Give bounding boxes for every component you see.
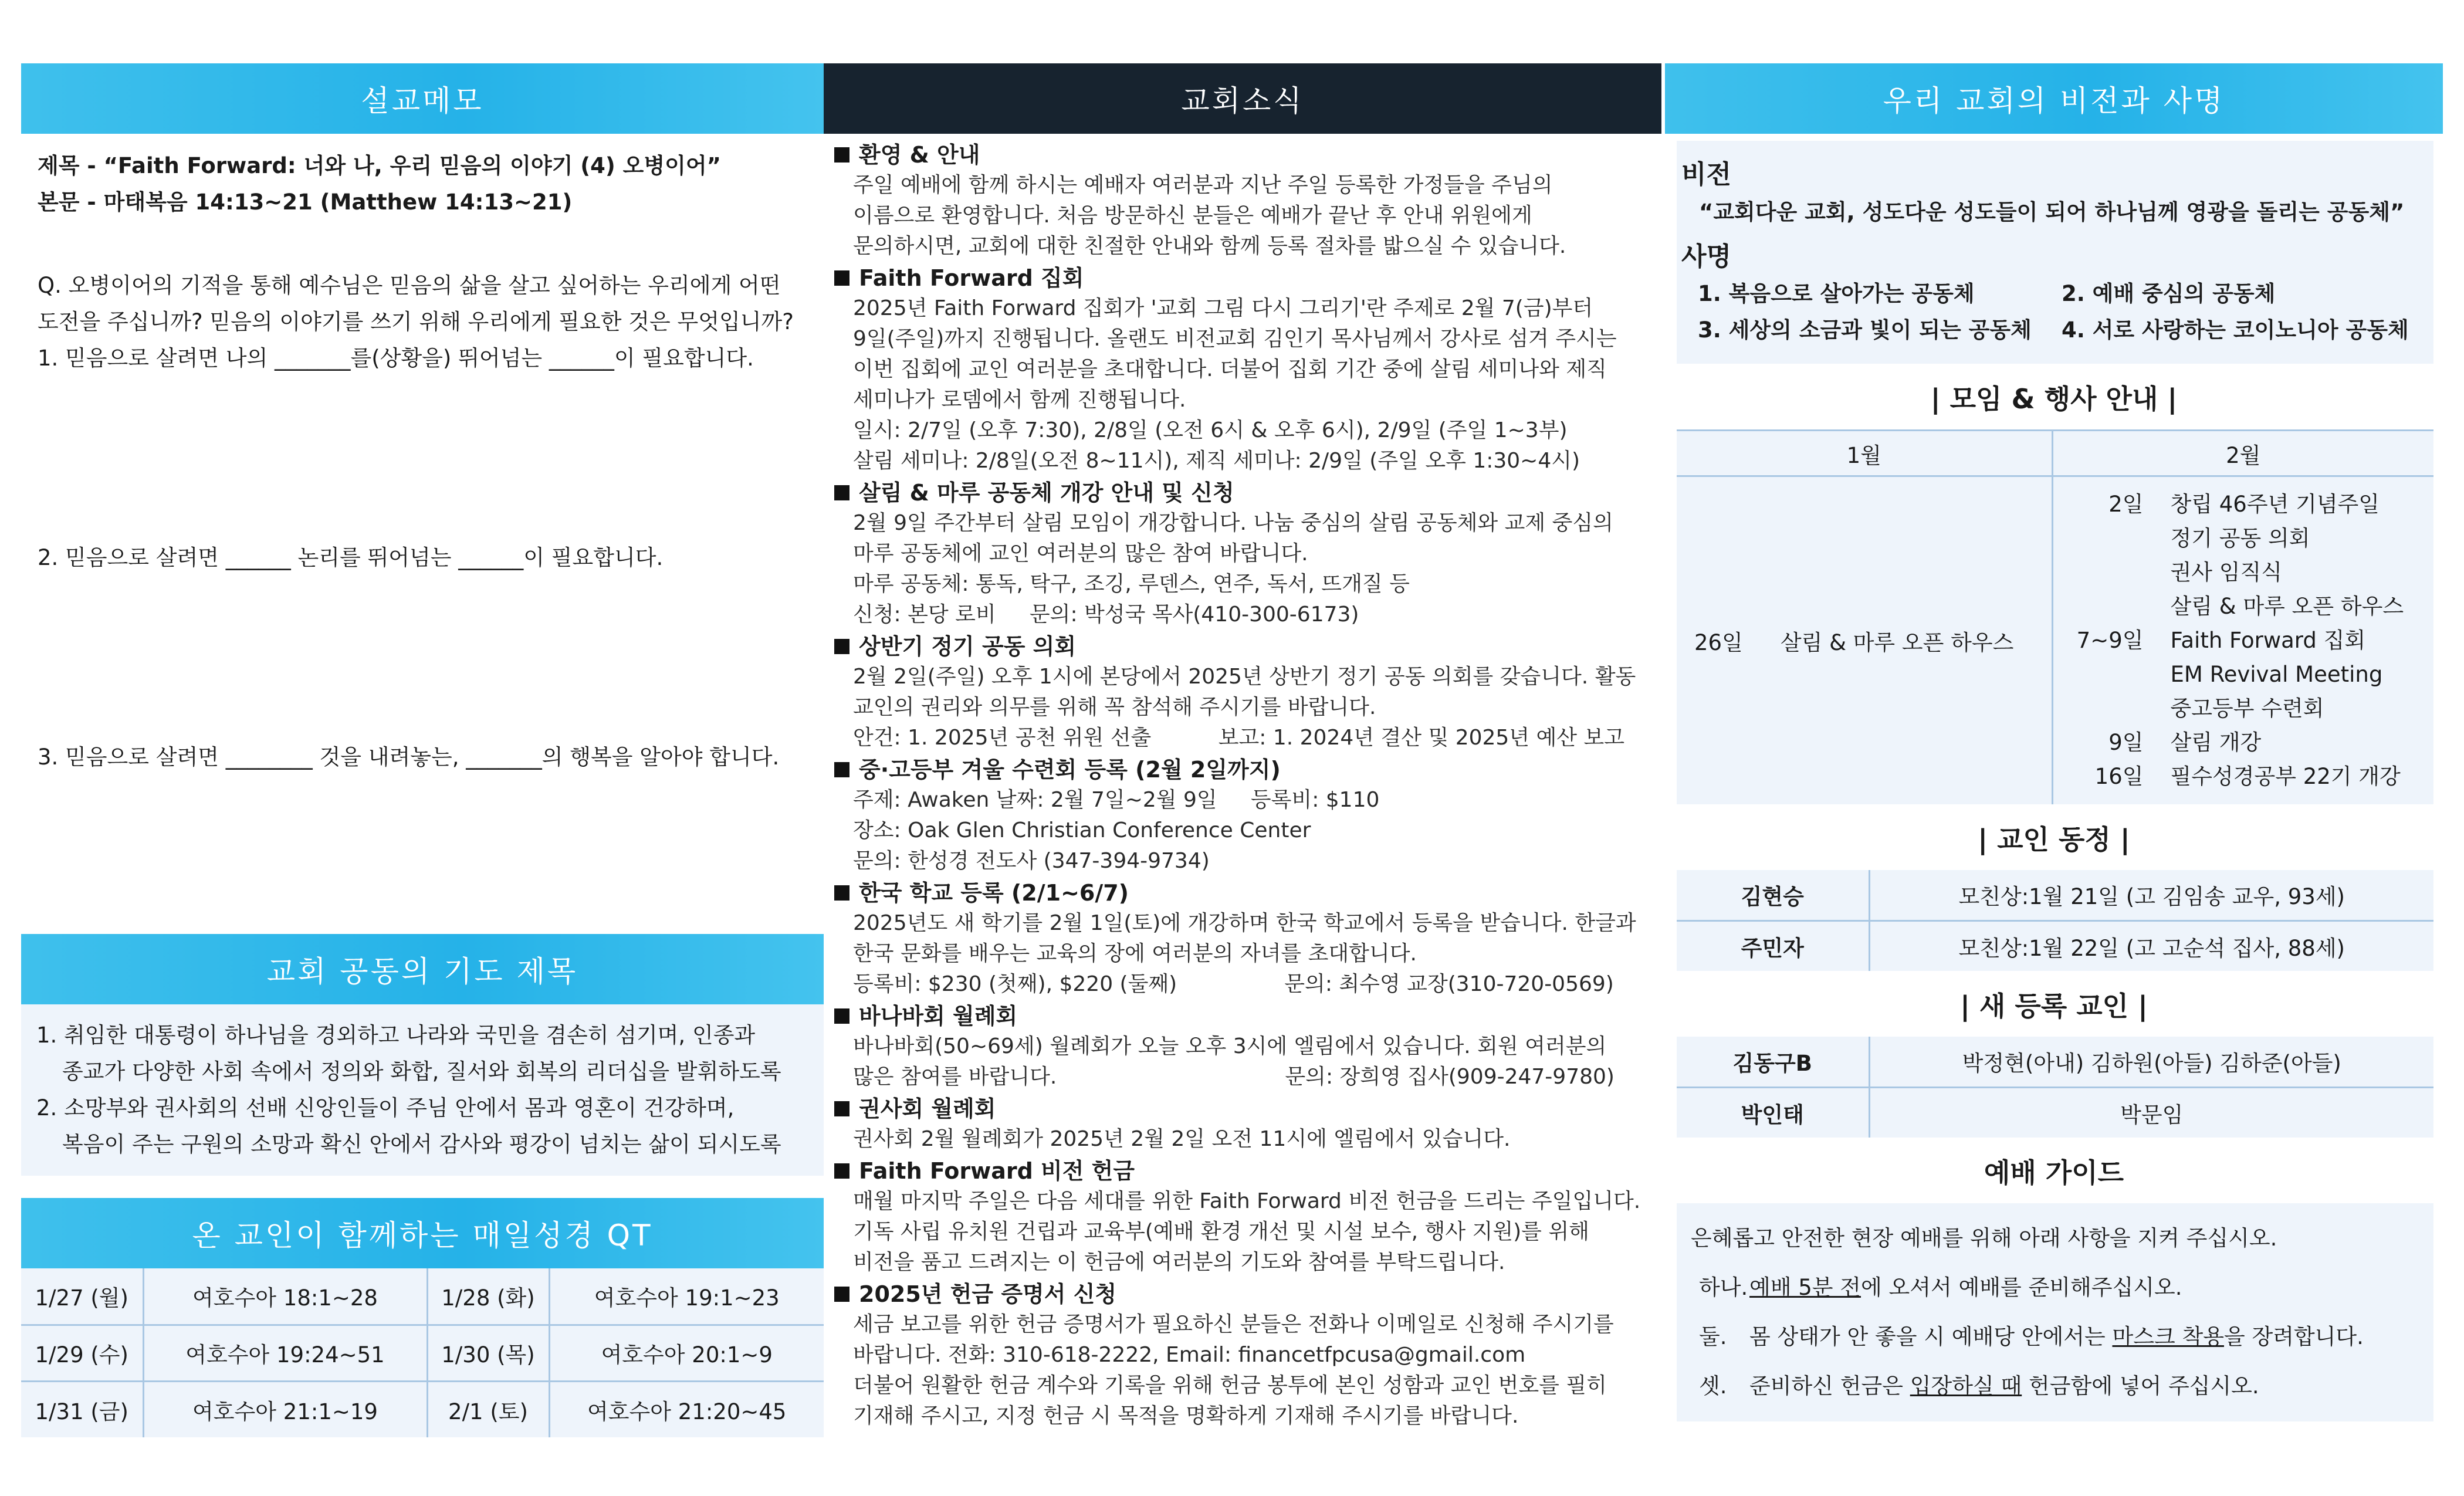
- square-bullet-icon: [834, 147, 849, 163]
- mission-item: 2. 예배 중심의 공동체: [2062, 281, 2276, 306]
- square-bullet-icon: [834, 1163, 849, 1179]
- event-date: 2일: [2108, 492, 2144, 517]
- guide-item: [1691, 1312, 2433, 1362]
- event-entry: [1677, 625, 2052, 656]
- guide-item: [1691, 1263, 2433, 1312]
- news-heading: [834, 1279, 1657, 1309]
- event-text: 살림 & 마루 오픈 하우스: [1780, 630, 2014, 655]
- prayer-banner: 교회 공동의 기도 제목: [21, 934, 824, 1004]
- member-note: 모친상:1월 22일 (고 고순석 집사, 88세): [1958, 935, 2345, 961]
- table-row: [21, 1325, 824, 1381]
- news-item: [834, 1001, 1657, 1092]
- news-heading: [834, 1156, 1657, 1186]
- event-date: 7~9일: [2076, 628, 2144, 653]
- news-body-line: 비전을 품고 드려지는 이 헌금에 여러분의 기도와 참여를 부탁드립니다.: [853, 1250, 1505, 1274]
- news-body-line: 문의: 한성경 전도사 (347-394-9734): [853, 849, 1210, 873]
- vision-label: 비전: [1681, 160, 1732, 189]
- mission-item: 4. 서로 사랑하는 코이노니아 공동체: [2062, 317, 2409, 343]
- news-heading-text: 중·고등부 겨울 수련회 등록 (2월 2일까지): [859, 757, 1281, 783]
- fill-blank-3: 3. 믿음으로 살려면 ________ 것을 내려놓는, _______의 행복을 알아야 합니다.: [38, 744, 780, 770]
- square-bullet-icon: [834, 885, 849, 901]
- news-body-line: 세금 보고를 위한 헌금 증명서가 필요하신 분들은 전화나 이메일로 신청해 주시기를: [853, 1312, 1614, 1336]
- table-row: [1677, 1037, 2433, 1087]
- news-heading-text: 권사회 월례회: [859, 1096, 996, 1122]
- news-body-line: 이번 집회에 교인 여러분을 초대합니다. 더불어 집회 기간 중에 살림 세미나와 제직: [853, 357, 1607, 381]
- church-news-banner: 교회소식: [824, 63, 1661, 134]
- feb-events-cell: [2052, 476, 2433, 805]
- event-text: 창립 46주년 기념주일: [2170, 492, 2380, 517]
- news-body-line: 이름으로 환영합니다. 처음 방문하신 분들은 예배가 끝난 후 안내 위원에게: [853, 204, 1532, 228]
- event-date: 26일: [1694, 630, 1743, 655]
- news-body-line: 2월 2일(주일) 오후 1시에 본당에서 2025년 상반기 정기 공동 의회를 갖습니다. 활동: [853, 665, 1636, 689]
- square-bullet-icon: [834, 639, 849, 654]
- news-heading-text: 2025년 헌금 증명서 신청: [859, 1281, 1117, 1307]
- news-body-line: 기독 사립 유치원 건립과 교육부(예배 환경 개선 및 시설 보수, 행사 지원)를 위해: [853, 1220, 1589, 1244]
- news-body-line: 2025년도 새 학기를 2월 1일(토)에 개강하며 한국 학교에서 등록을 받습니다. 한글과: [853, 911, 1636, 935]
- news-heading-text: 환영 & 안내: [859, 142, 980, 168]
- event-date: [2053, 658, 2171, 692]
- guide-emphasis: 마스크 착용: [2112, 1324, 2224, 1349]
- news-heading-text: Faith Forward 집회: [859, 265, 1084, 291]
- news-item: [834, 140, 1657, 262]
- mission-item: 1. 복음으로 살아가는 공동체: [1698, 281, 1975, 306]
- news-heading: [834, 1001, 1657, 1031]
- event-text: EM Revival Meeting: [2170, 662, 2383, 687]
- worship-guide-title: 예배 가이드: [1984, 1157, 2124, 1189]
- news-body-line: 매월 마지막 주일은 다음 세대를 위한 Faith Forward 비전 헌금을 드리는 주일입니다.: [853, 1189, 1641, 1213]
- mission-list: [1681, 276, 2429, 348]
- qt-reading: 여호수아 21:1~19: [143, 1381, 427, 1437]
- news-heading-text: 살림 & 마루 공동체 개강 안내 및 신청: [859, 480, 1234, 506]
- square-bullet-icon: [834, 1287, 849, 1302]
- news-body-line: 신청: 본당 로비 문의: 박성국 목사(410-300-6173): [853, 603, 1359, 627]
- guide-emphasis: 예배 5분 전: [1749, 1275, 1861, 1300]
- member-news-title: | 교인 동정 |: [1978, 824, 2130, 855]
- member-note: 박정현(아내) 김하원(아들) 김하준(아들): [1869, 1037, 2433, 1087]
- guide-text: 에 오셔서 예배를 준비해주십시오.: [1861, 1275, 2182, 1300]
- member-news-table: [1677, 870, 2433, 971]
- news-body-line: 마루 공동체에 교인 여러분의 많은 참여 바랍니다.: [853, 541, 1308, 566]
- qt-reading: 여호수아 19:24~51: [143, 1325, 427, 1381]
- news-body-line: 바랍니다. 전화: 310-618-2222, Email: financetfpcusa@gmail.com: [853, 1343, 1526, 1367]
- news-item: [834, 1094, 1657, 1155]
- vision-banner: 우리 교회의 비전과 사명: [1665, 63, 2443, 134]
- news-item: [834, 631, 1657, 753]
- guide-text: 준비하신 헌금은: [1749, 1373, 1910, 1399]
- news-body-line: 더불어 원활한 헌금 계수와 기록을 위해 헌금 봉투에 본인 성함과 교인 번호를 필히: [853, 1373, 1607, 1397]
- qt-table: [21, 1268, 824, 1437]
- news-body-line: 많은 참여를 바랍니다. 문의: 장희영 집사(909-247-9780): [853, 1065, 1615, 1089]
- news-item: [834, 263, 1657, 476]
- prayer-item: 2. 소망부와 권사회의 선배 신앙인들이 주님 안에서 몸과 영혼이 건강하며,: [36, 1095, 735, 1121]
- prayer-item-cont: 복음이 주는 구원의 소망과 확신 안에서 감사와 평강이 넘치는 삶이 되시도록: [62, 1132, 781, 1157]
- guide-text: 을 장려합니다.: [2223, 1324, 2364, 1349]
- news-heading: [834, 754, 1657, 785]
- news-body-line: 교인의 권리와 의무를 위해 꼭 참석해 주시기를 바랍니다.: [853, 695, 1376, 719]
- news-item: [834, 478, 1657, 630]
- newcomer-title: | 새 등록 교인 |: [1960, 990, 2148, 1022]
- guide-text: 몸 상태가 안 좋을 시 예배당 안에서는: [1749, 1324, 2113, 1349]
- church-news-list: [824, 134, 1661, 1431]
- prayer-list: [21, 1004, 824, 1176]
- table-row: [21, 1381, 824, 1437]
- news-item: [834, 754, 1657, 876]
- news-body-line: 등록비: $230 (첫째), $220 (둘째) 문의: 최수영 교장(310-720-0569): [853, 972, 1614, 996]
- mission-label: 사명: [1681, 242, 1732, 272]
- news-item: [834, 1279, 1657, 1431]
- mission-item: 3. 세상의 소금과 빛이 되는 공동체: [1698, 317, 2032, 343]
- vision-column: [1665, 63, 2443, 1421]
- sermon-question-line: 도전을 주십니까? 믿음의 이야기를 쓰기 위해 우리에게 필요한 것은 무엇입니까?: [38, 309, 794, 334]
- qt-reading: 여호수아 19:1~23: [549, 1268, 824, 1325]
- table-row: [1677, 920, 2433, 971]
- news-heading-text: 상반기 정기 공동 의회: [859, 634, 1077, 659]
- news-body-line: 마루 공동체: 통독, 탁구, 조깅, 루덴스, 연주, 독서, 뜨개질 등: [853, 572, 1410, 596]
- news-body-line: 주제: Awaken 날짜: 2월 7일~2월 9일 등록비: $110: [853, 788, 1380, 812]
- sermon-passage: 본문 - 마태복음 14:13~21 (Matthew 14:13~21): [38, 189, 573, 215]
- qt-reading: 여호수아 20:1~9: [549, 1325, 824, 1381]
- square-bullet-icon: [834, 485, 849, 500]
- guide-marker: 둘.: [1699, 1324, 1727, 1349]
- newcomer-table: [1677, 1037, 2433, 1138]
- event-date: 16일: [2094, 764, 2144, 789]
- square-bullet-icon: [834, 270, 849, 286]
- qt-date: 1/31 (금): [21, 1381, 143, 1437]
- guide-marker: 하나.: [1699, 1275, 1748, 1300]
- event-text: Faith Forward 집회: [2170, 628, 2366, 653]
- church-news-column: [824, 63, 1661, 1433]
- member-name: 김현승: [1677, 870, 1869, 920]
- member-name: 김동구B: [1677, 1037, 1869, 1087]
- event-text: 중고등부 수련회: [2170, 696, 2324, 721]
- vision-statement: “교회다운 교회, 성도다운 성도들이 되어 하나님께 영광을 돌리는 공동체”: [1699, 199, 2405, 225]
- news-body-line: 문의하시면, 교회에 대한 친절한 안내와 함께 등록 절차를 밟으실 수 있습니다.: [853, 234, 1566, 258]
- table-row: [1677, 1087, 2433, 1138]
- member-name: 박인태: [1677, 1087, 1869, 1138]
- table-row: [1677, 870, 2433, 920]
- sermon-title: 제목 - “Faith Forward: 너와 나, 우리 믿음의 이야기 (4) 오병이어”: [38, 153, 721, 178]
- fill-blank-2: 2. 믿음으로 살려면 ______ 논리를 뛰어넘는 ______이 필요합니다.: [38, 545, 664, 570]
- event-date: 9일: [2108, 730, 2144, 755]
- table-row: [21, 1268, 824, 1325]
- news-body-line: 권사회 2월 월례회가 2025년 2월 2일 오전 11시에 엘림에서 있습니다.: [853, 1127, 1511, 1151]
- guide-marker: 셋.: [1699, 1373, 1727, 1399]
- column-header: 1월: [1677, 431, 2052, 476]
- news-heading: [834, 1094, 1657, 1124]
- prayer-item-cont: 종교가 다양한 사회 속에서 정의와 화합, 질서와 회복의 리더십을 발휘하도록: [62, 1059, 781, 1084]
- event-text: 필수성경공부 22기 개강: [2170, 764, 2401, 789]
- events-title: | 모임 & 행사 안내 |: [1930, 383, 2178, 415]
- events-table: [1677, 429, 2433, 804]
- event-date: [2053, 590, 2171, 624]
- qt-reading: 여호수아 21:20~45: [587, 1399, 787, 1424]
- news-body-line: 한국 문화를 배우는 교육의 장에 여러분의 자녀를 초대합니다.: [853, 942, 1417, 966]
- news-body-line: 세미나가 로뎀에서 함께 진행됩니다.: [853, 388, 1186, 412]
- member-name: 주민자: [1677, 920, 1869, 971]
- guide-emphasis: 입장하실 때: [1910, 1373, 2022, 1399]
- news-item: [834, 1156, 1657, 1278]
- news-heading: [834, 263, 1657, 293]
- news-heading: [834, 631, 1657, 662]
- event-text: 정기 공동 의회: [2170, 526, 2310, 551]
- column-header: 2월: [2052, 431, 2433, 476]
- event-date: [2053, 692, 2171, 726]
- news-heading: [834, 140, 1657, 170]
- qt-date: 1/30 (목): [427, 1325, 549, 1381]
- news-body-line: 9일(주일)까지 진행됩니다. 올랜도 비전교회 김인기 목사님께서 강사로 섬겨 주시는: [853, 327, 1617, 351]
- fill-blank-1: 1. 믿음으로 살려면 나의 _______를(상황을) 뛰어넘는 ______이 필요합니다.: [38, 346, 754, 371]
- news-body-line: 일시: 2/7일 (오후 7:30), 2/8일 (오전 6시 & 오후 6시), 2/9일 (주일 1~3부): [853, 418, 1568, 442]
- qt-date: 2/1 (토): [427, 1381, 549, 1437]
- news-heading: [834, 478, 1657, 508]
- feb-events-list: [2053, 488, 2434, 794]
- sermon-question-line: Q. 오병이어의 기적을 통해 예수님은 믿음의 삶을 살고 싶어하는 우리에게 어떤: [38, 273, 781, 298]
- qt-banner: 온 교인이 함께하는 매일성경 QT: [21, 1198, 824, 1268]
- news-body-line: 주일 예배에 함께 하시는 예배자 여러분과 지난 주일 등록한 가정들을 주님의: [853, 173, 1553, 197]
- worship-guide-box: [1677, 1203, 2433, 1421]
- member-note: 박문임: [2120, 1102, 2184, 1128]
- sermon-column: [21, 63, 824, 1437]
- news-body-line: 살림 세미나: 2/8일(오전 8~11시), 제직 세미나: 2/9일 (주일 오후 1:30~4시): [853, 449, 1580, 473]
- news-body-line: 장소: Oak Glen Christian Conference Center: [853, 818, 1311, 842]
- news-heading-text: 바나바회 월례회: [859, 1003, 1018, 1029]
- news-item: [834, 878, 1657, 1000]
- prayer-item: 1. 취임한 대통령이 하나님을 경외하고 나라와 국민을 겸손히 섬기며, 인종과: [36, 1023, 756, 1048]
- news-body-line: 안건: 1. 2025년 공천 위원 선출 보고: 1. 2024년 결산 및 2025년 예산 보고: [853, 726, 1625, 750]
- square-bullet-icon: [834, 762, 849, 777]
- news-heading-text: 한국 학교 등록 (2/1~6/7): [859, 880, 1129, 906]
- event-text: 권사 임직식: [2170, 560, 2282, 585]
- event-date: [2053, 556, 2171, 590]
- news-body-line: 2025년 Faith Forward 집회가 '교회 그림 다시 그리기'란 주제로 2월 7(금)부터: [853, 296, 1593, 320]
- news-body-line: 기재해 주시고, 지정 헌금 시 목적을 명확하게 기재해 주시기를 바랍니다.: [853, 1404, 1519, 1428]
- guide-text: 헌금함에 넣어 주십시오.: [2022, 1373, 2259, 1399]
- square-bullet-icon: [834, 1008, 849, 1024]
- news-body-line: 바나바회(50~69세) 월례회가 오늘 오후 3시에 엘림에서 있습니다. 회원 여러분의: [853, 1034, 1607, 1058]
- news-body-line: 2월 9일 주간부터 살림 모임이 개강합니다. 나눔 중심의 살림 공동체와 교제 중심의: [853, 511, 1613, 535]
- qt-reading: 여호수아 18:1~28: [143, 1268, 427, 1325]
- qt-date: 1/27 (월): [21, 1268, 143, 1325]
- jan-events-cell: [1677, 476, 2052, 805]
- event-text: 살림 개강: [2170, 730, 2262, 755]
- event-date: [2053, 522, 2171, 556]
- table-header-row: [1677, 431, 2433, 476]
- news-heading: [834, 878, 1657, 908]
- event-text: 살림 & 마루 오픈 하우스: [2170, 594, 2404, 619]
- square-bullet-icon: [834, 1101, 849, 1116]
- qt-date: 1/29 (수): [21, 1325, 143, 1381]
- sermon-notes: [21, 134, 824, 776]
- guide-intro: 은혜롭고 안전한 현장 예배를 위해 아래 사항을 지켜 주십시오.: [1691, 1226, 2277, 1251]
- table-row: [1677, 476, 2433, 805]
- vision-mission-box: [1677, 141, 2433, 364]
- guide-item: [1691, 1362, 2433, 1411]
- member-note: 모친상:1월 21일 (고 김임송 교우, 93세): [1869, 870, 2433, 920]
- qt-date: 1/28 (화): [427, 1268, 549, 1325]
- news-heading-text: Faith Forward 비전 헌금: [859, 1158, 1135, 1184]
- sermon-banner: 설교메모: [21, 63, 824, 134]
